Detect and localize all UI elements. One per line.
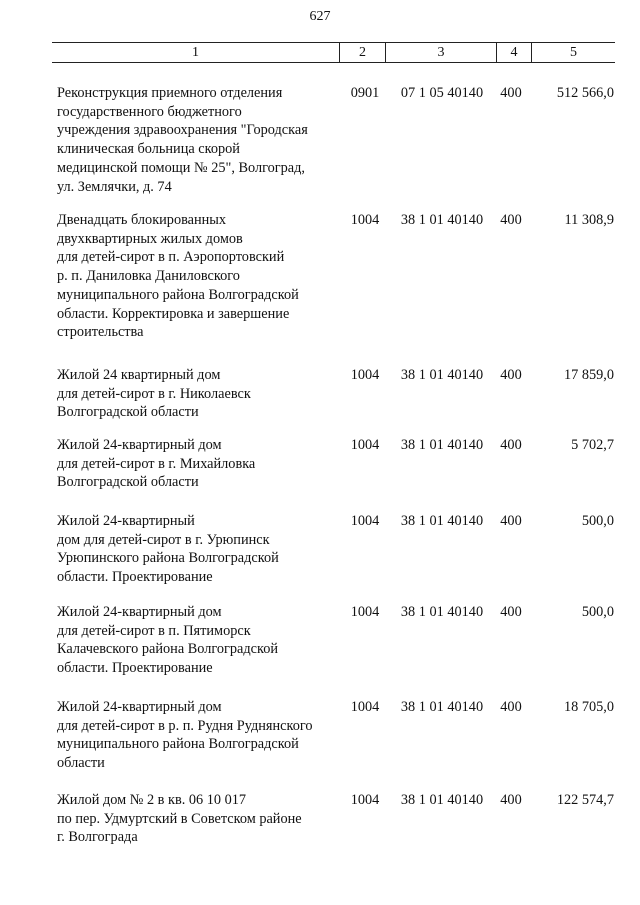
table-header	[52, 42, 615, 63]
expense-type-code: 400	[500, 604, 522, 620]
expense-type-code: 400	[500, 699, 522, 715]
object-name: Жилой 24-квартирный дом для детей-сирот в г. Урюпинск Урюпинского района Волгоградской области. Проектирование	[57, 513, 279, 586]
amount: 122 574,7	[556, 792, 614, 808]
target-article-code: 38 1 01 40140	[400, 604, 484, 620]
target-article-code: 38 1 01 40140	[400, 367, 484, 383]
expense-type-code: 400	[500, 437, 522, 453]
object-name: Реконструкция приемного отделения государственного бюджетного учреждения здравоохранения "Городская клиническая больница скорой медицинской помощи № 25", Волгоград, ул. Землячки, д. 74	[57, 85, 308, 195]
header-col-1: 1	[192, 45, 199, 60]
target-article-code: 38 1 01 40140	[400, 699, 484, 715]
header-col-4: 4	[510, 45, 518, 60]
expense-type-code: 400	[500, 212, 522, 228]
header-col-5: 5	[570, 45, 577, 60]
page-number: 627	[309, 9, 331, 24]
section-code: 1004	[350, 792, 380, 808]
section-code: 1004	[350, 212, 380, 228]
expense-type-code: 400	[500, 792, 522, 808]
expense-type-code: 400	[500, 513, 522, 529]
amount: 512 566,0	[556, 85, 614, 101]
object-name: Жилой 24-квартирный дом для детей-сирот в п. Пятиморск Калачевского района Волгоградской области. Проектирование	[57, 604, 279, 677]
section-code: 1004	[350, 604, 380, 620]
object-name: Жилой 24 квартирный дом для детей-сирот в г. Николаевск Волгоградской области	[57, 367, 251, 421]
object-name: Двенадцать блокированных двухквартирных жилых домов для детей-сирот в п. Аэропортовский р. п. Даниловка Даниловского муниципального района Волгоградской области. Корректировка и завершение строительства	[57, 212, 299, 341]
section-code: 1004	[350, 367, 380, 383]
section-code: 1004	[350, 513, 380, 529]
amount: 5 702,7	[571, 437, 614, 453]
expense-type-code: 400	[500, 85, 522, 101]
amount: 500,0	[581, 513, 614, 529]
target-article-code: 38 1 01 40140	[400, 513, 484, 529]
amount: 18 705,0	[563, 699, 614, 715]
amount: 17 859,0	[563, 367, 614, 383]
header-col-2: 2	[359, 45, 366, 60]
amount: 500,0	[581, 604, 614, 620]
target-article-code: 38 1 01 40140	[400, 212, 484, 228]
object-name: Жилой дом № 2 в кв. 06 10 017 по пер. Удмуртский в Советском районе г. Волгограда	[57, 792, 302, 846]
object-name: Жилой 24-квартирный дом для детей-сирот в г. Михайловка Волгоградской области	[57, 437, 256, 491]
section-code: 1004	[350, 699, 380, 715]
expense-type-code: 400	[500, 367, 522, 383]
header-col-3: 3	[437, 45, 445, 60]
amount: 11 308,9	[564, 212, 614, 228]
target-article-code: 07 1 05 40140	[400, 85, 484, 101]
target-article-code: 38 1 01 40140	[400, 792, 484, 808]
object-name: Жилой 24-квартирный дом для детей-сирот в р. п. Рудня Руднянского муниципального района Волгоградской области	[57, 699, 313, 772]
section-code: 0901	[350, 85, 380, 101]
target-article-code: 38 1 01 40140	[400, 437, 484, 453]
section-code: 1004	[350, 437, 380, 453]
